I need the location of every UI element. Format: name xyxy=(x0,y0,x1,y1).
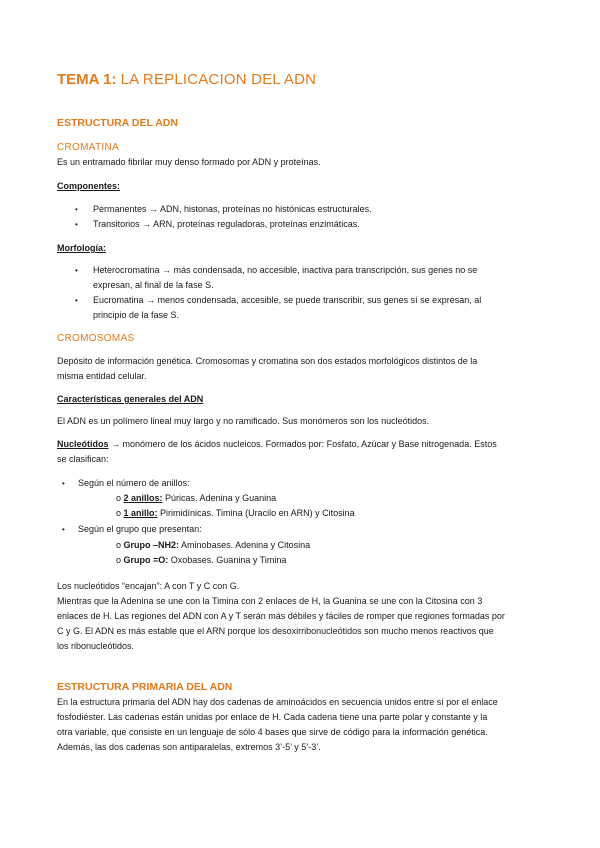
title-number: TEMA 1: xyxy=(57,71,117,88)
clasificacion-subitem: o 2 anillos: Púricas. Adenina y Guanina xyxy=(116,493,277,503)
adn-polimero-text: El ADN es un polímero lineal muy largo y no ramificado. Sus monómeros son los nucleótidos. xyxy=(57,416,430,426)
bullet-icon: • xyxy=(75,296,78,305)
bullet-icon: • xyxy=(75,220,78,229)
clasificacion-subitem: o 1 anillo: Pirimidínicas. Timina (Uracilo en ARN) y Citosina xyxy=(116,508,355,518)
page-title xyxy=(57,70,316,90)
morfologia-item-line: Eucromatina → menos condensada, accesible, se puede transcribir, sus genes sí se expresan, al xyxy=(93,295,482,305)
sub-bullet-icon: o xyxy=(116,508,122,518)
cromosomas-paragraph-line: Depósito de información genética. Cromosomas y cromatina son dos estados morfológicos distintos de la xyxy=(57,356,478,366)
componentes-item: Permanentes → ADN, histonas, proteínas no histónicas estructurales. xyxy=(93,204,372,214)
primaria-paragraph-line: Además, las dos cadenas son antiparalelas, extremos 3’-5’ y 5’-3’. xyxy=(57,742,321,752)
morfologia-item-line: expresan, al final de la fase S. xyxy=(93,280,214,290)
bullet-icon: • xyxy=(75,266,78,275)
primaria-paragraph-line: fosfodiéster. Las cadenas están unidas por enlace de H. Cada cadena tiene una parte polar y constante y la xyxy=(57,712,488,722)
nucleotidos-text: → monómero de los ácidos nucleicos. Formados por: Fosfato, Azúcar y Base nitrogenada. Estos xyxy=(108,439,497,449)
sub-bullet-icon: o xyxy=(116,493,122,503)
primaria-paragraph-line: otra variable, que consiste en un lenguaje de sólo 4 bases que sirve de código para la información genética. xyxy=(57,727,488,737)
section-heading-primaria: ESTRUCTURA PRIMARIA DEL ADN xyxy=(57,681,233,693)
cromosomas-paragraph-line: misma entidad celular. xyxy=(57,371,147,381)
clasificacion-subitem: o Grupo –NH2: Aminobases. Adenina y Citosina xyxy=(116,540,311,550)
subheading-cromatina: CROMATINA xyxy=(57,142,119,153)
title-name: LA REPLICACION DEL ADN xyxy=(120,71,317,88)
enlaces-paragraph-line: Mientras que la Adenina se une con la Timina con 2 enlaces de H, la Guanina se une con la Citosina con 3 xyxy=(57,596,483,606)
enlaces-paragraph-line: los ribonucleótidos. xyxy=(57,641,135,651)
morfologia-label: Morfología: xyxy=(57,243,106,253)
enlaces-paragraph-line: C y G. El ADN es más estable que el ARN porque los desoxirribonucleótidos son mucho menos reactivos que xyxy=(57,626,494,636)
primaria-paragraph-line: En la estructura primaria del ADN hay dos cadenas de aminoácidos en secuencia unidos entre sí por el enlace xyxy=(57,697,498,707)
componentes-item: Transitorios → ARN, proteínas reguladoras, proteínas enzimáticas. xyxy=(93,219,360,229)
bullet-icon: • xyxy=(75,205,78,214)
caracteristicas-label: Características generales del ADN xyxy=(57,394,204,404)
encajan-text: Los nucleótidos “encajan”: A con T y C con G. xyxy=(57,581,240,591)
clasificacion-subitem: o Grupo =O: Oxobases. Guanina y Timina xyxy=(116,555,287,565)
nucleotidos-label: Nucleótidos xyxy=(57,439,109,449)
sub-bullet-icon: o xyxy=(116,555,122,565)
componentes-label: Componentes: xyxy=(57,181,120,191)
enlaces-paragraph-line: enlaces de H. Las regiones del ADN con A y T serán más débiles y fáciles de romper que regiones formadas por xyxy=(57,611,505,621)
sub-bullet-icon: o xyxy=(116,540,122,550)
clasificacion-item: Según el número de anillos: xyxy=(78,478,190,488)
morfologia-item-line: Heterocromatina → más condensada, no accesible, inactiva para transcripción, sus genes no se xyxy=(93,265,478,275)
bullet-icon: • xyxy=(62,479,65,488)
section-heading-estructura: ESTRUCTURA DEL ADN xyxy=(57,117,178,129)
nucleotidos-line xyxy=(57,437,497,452)
subheading-cromosomas: CROMOSOMAS xyxy=(57,333,135,344)
clasificacion-item: Según el grupo que presentan: xyxy=(78,524,202,534)
nucleotidos-line-2: se clasifican: xyxy=(57,454,109,464)
bullet-icon: • xyxy=(62,525,65,534)
cromatina-definition: Es un entramado fibrilar muy denso formado por ADN y proteínas. xyxy=(57,157,321,167)
morfologia-item-line: principio de la fase S. xyxy=(93,310,180,320)
